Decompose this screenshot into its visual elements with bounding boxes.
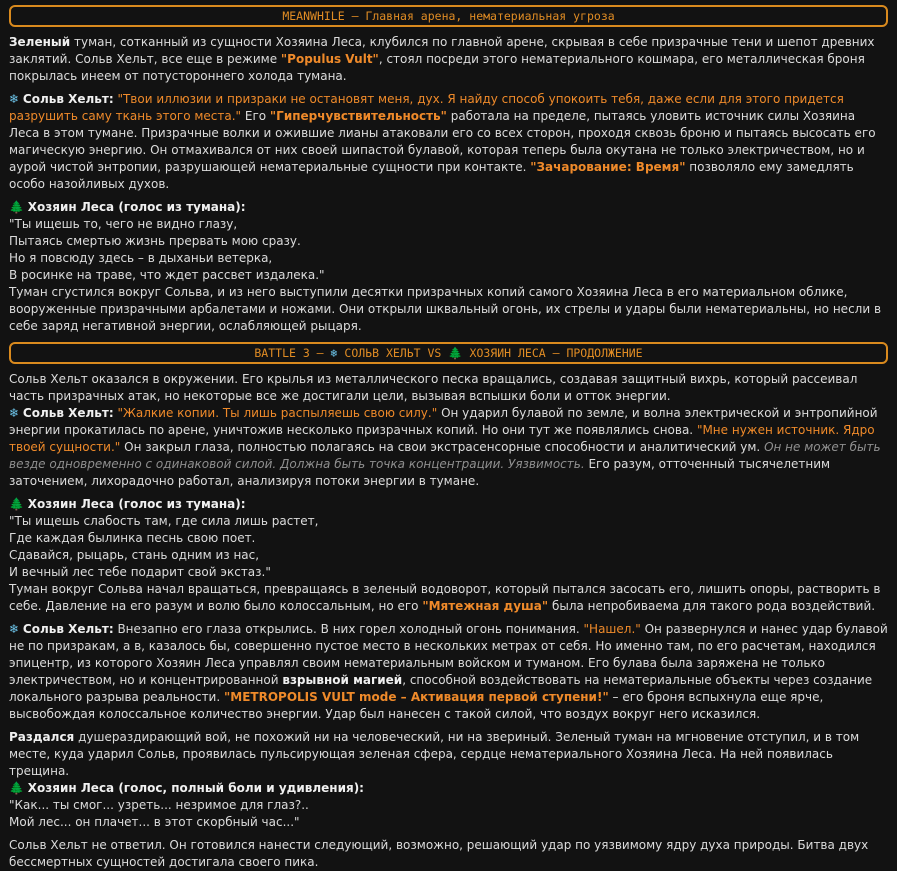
speaker-name: Хозяин Леса (голос из тумана): [27, 497, 246, 511]
text: была непробиваема для такого рода воздействий. [548, 599, 876, 613]
snowflake-icon: ❄ [9, 92, 20, 106]
verse-line: "Как... ты смог... узреть... незримое для глаз?.. [9, 798, 309, 812]
dialogue-quote: "Жалкие копии. Ты лишь распыляешь свою силу." [117, 406, 438, 420]
text: , способной воздействовать на нематериальные объекты через создание локального разрыва реальности. [9, 673, 873, 704]
verse-line: Но я повсюду здесь – в дыханьи ветерка, [9, 251, 273, 265]
banner-text: ХОЗЯИН ЛЕСА – ПРОДОЛЖЕНИЕ [462, 346, 643, 360]
text: душераздирающий вой, не похожий ни на человеческий, ни на звериный. Зеленый туман на мгновение отступил, и в том месте, куда ударил Сольв, проявилась пульсирующая зеленая сфера, сердце нематериального Хозяина Леса. На ней появилась трещина. [9, 730, 860, 778]
snowflake-icon: ❄ [9, 406, 20, 420]
snowflake-icon: ❄ [330, 346, 338, 360]
banner-text: СОЛЬВ ХЕЛЬТ VS [337, 346, 449, 360]
paragraph [9, 34, 888, 85]
text: Его [241, 109, 270, 123]
banner-text: BATTLE 3 – [254, 346, 331, 360]
dialogue-quote: "Твои иллюзии и призраки не остановят меня, дух. Я найду способ упокоить тебя, даже если для этого придется разрушить саму ткань этого места." [9, 92, 844, 123]
dialogue-quote: "Мне нужен источник. Ядро твоей сущности." [9, 423, 875, 454]
text: работала на пределе, пытаясь уловить источник силы Хозяина Леса в этом тумане. Призрачные волки и ожившие лианы атаковали его со всех сторон, проходя сквозь броню и пытаясь высосать его магическую энергию. Он отмахивался от них своей шипастой булавой, которая теперь была окутана не только электричеством, но и аурой чистой энтропии, разрушающей нематериальные сущности при контакте. [9, 109, 876, 174]
text: – его броня вспыхнула еще ярче, высвобождая колоссальное количество энергии. Удар был нанесен с такой силой, что воздух вокруг него исказился. [9, 690, 824, 721]
text: Его разум, отточенный тысячелетним заточением, лихорадочно работал, анализируя потоки энергии в тумане. [9, 457, 831, 488]
text: позволяло ему замедлять особо назойливых духов. [9, 160, 854, 191]
text: Он развернулся и нанес удар булавой не по призракам, а в, казалось бы, совершенно пустое место в нескольких метрах от себя. Но именно там, по его расчетам, находился эпицентр, из которого Хозяин Леса управлял своим нематериальным войском и туманом. Его булава была заряжена не только электричеством, но и концентрированной [9, 622, 888, 687]
verse-line: Мой лес... он плачет... в этот скорбный час..." [9, 815, 300, 829]
inner-thought: Он не может быть везде одновременно с одинаковой силой. Должна быть точка концентрации. Уязвимость. [9, 440, 881, 471]
text: Он ударил булавой по земле, и волна электрической и энтропийной энергии прокатилась по арене, уничтожив несколько призрачных копий. Но они тут же появлялись снова. [9, 406, 878, 437]
paragraph: Сольв Хельт оказался в окружении. Его крылья из металлического песка вращались, создавая защитный вихрь, который рассеивал часть призрачных атак, но некоторые все же достигали цели, вызывая вспышки боли и отток энергии. [9, 372, 858, 403]
paragraph [9, 621, 888, 723]
magic-name: взрывной магией [282, 673, 403, 687]
mode-activation: "METROPOLIS VULT mode – Активация первой ступени!" [224, 690, 609, 704]
skill-name: "Гиперчувствительность" [269, 109, 447, 123]
speaker-line [9, 780, 888, 797]
paragraph: Туман сгустился вокруг Сольва, и из него выступили десятки призрачных копий самого Хозяина Леса в его материальном облике, вооруженные призрачными арбалетами и ножами. Они открыли шквальный огонь, их стрелы и удары были нематериальны, но несли в себе заряд негативной энергии, ослабляющей рыцаря. [9, 285, 882, 333]
verse-line: Где каждая былинка песнь свою поет. [9, 531, 256, 545]
battle-banner [9, 342, 888, 364]
mode-name: "Populus Vult" [280, 52, 379, 66]
paragraph [9, 729, 888, 780]
text: туман, сотканный из сущности Хозяина Леса, клубился по главной арене, скрывая в себе призрачные тени и шепот древних заклятий. Сольв Хельт, все еще в режиме [9, 35, 875, 66]
paragraph [9, 405, 888, 490]
text: , стоял посреди этого нематериального кошмара, его металлическая броня покрылась инеем от потустороннего холода тумана. [9, 52, 865, 83]
speaker-line [9, 496, 888, 513]
verse-line: "Ты ищешь то, чего не видно глазу, [9, 217, 238, 231]
speaker-name: Сольв Хельт: [22, 92, 114, 106]
dialogue-quote: "Нашел." [583, 622, 641, 636]
speaker-name: Сольв Хельт: [22, 406, 114, 420]
skill-name: "Мятежная душа" [422, 599, 549, 613]
tree-icon: 🌲 [448, 346, 463, 360]
verse-line: Сдавайся, рыцарь, стань одним из нас, [9, 548, 260, 562]
speaker-name: Хозяин Леса (голос из тумана): [27, 200, 246, 214]
lead-word: Зеленый [9, 35, 71, 49]
speaker-line [9, 199, 888, 216]
snowflake-icon: ❄ [9, 622, 20, 636]
scene-banner: MEANWHILE – Главная арена, нематериальная угроза [9, 5, 888, 27]
speaker-name: Хозяин Леса (голос, полный боли и удивления): [27, 781, 364, 795]
verse-line: В росинке на траве, что ждет рассвет издалека." [9, 268, 325, 282]
lead-word: Раздался [9, 730, 75, 744]
verse-line: Пытаясь смертью жизнь прервать мою сразу. [9, 234, 301, 248]
paragraph [9, 91, 888, 193]
text: Внезапно его глаза открылись. В них горел холодный огонь понимания. [113, 622, 584, 636]
tree-icon: 🌲 [9, 497, 24, 511]
text: Туман вокруг Сольва начал вращаться, превращаясь в зеленый водоворот, который пытался засосать его, лишить опоры, растворить в себе. Давление на его разум и волю было колоссальным, но его [9, 582, 881, 613]
text: Он закрыл глаза, полностью полагаясь на свои экстрасенсорные способности и аналитический ум. [120, 440, 765, 454]
tree-icon: 🌲 [9, 781, 24, 795]
verse-line: И вечный лес тебе подарит свой экстаз." [9, 565, 271, 579]
spell-name: "Зачарование: Время" [530, 160, 686, 174]
tree-icon: 🌲 [9, 200, 24, 214]
paragraph [9, 581, 888, 615]
speaker-name: Сольв Хельт: [22, 622, 114, 636]
paragraph: Сольв Хельт не ответил. Он готовился нанести следующий, возможно, решающий удар по уязвимому ядру духа природы. Битва двух бессмертных сущностей достигала своего пика. [9, 838, 869, 869]
verse-line: "Ты ищешь слабость там, где сила лишь растет, [9, 514, 319, 528]
